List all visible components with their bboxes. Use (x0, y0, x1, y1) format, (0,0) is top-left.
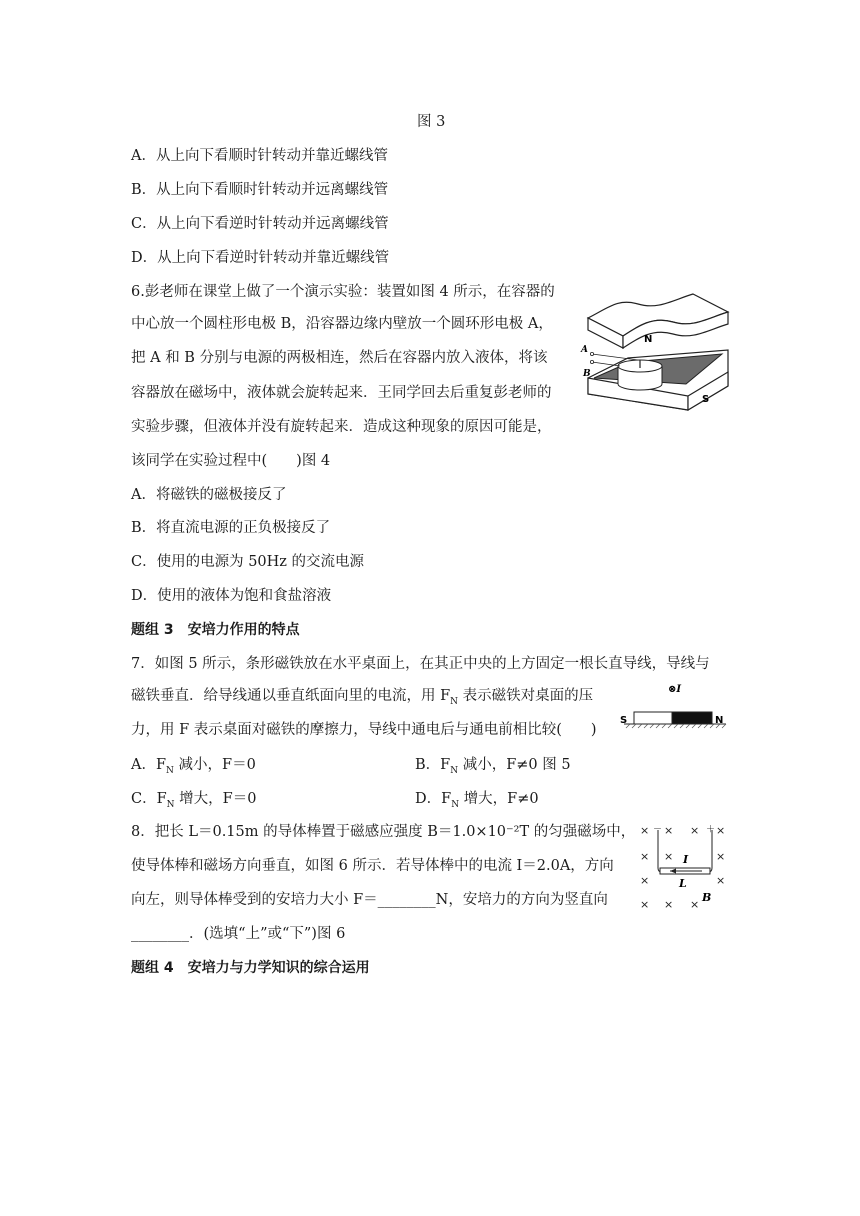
q6-stem-line: 该同学在实验过程中( )图 4 (131, 453, 331, 469)
q6-option-d: D．使用的液体为饱和食盐溶液 (131, 588, 332, 604)
field-cross-mark: × (716, 824, 726, 837)
q7-stem-line: 磁铁垂直．给导线通以垂直纸面向里的电流，用 $F_N$ 表示磁铁对桌面的压 (131, 688, 594, 707)
field-cross-mark: × (664, 824, 674, 837)
field-cross-mark: × (664, 898, 674, 911)
figure-6-label-l: L (679, 877, 687, 890)
figure-4-label-n: N (644, 334, 653, 345)
field-cross-mark: × (664, 850, 674, 863)
section-heading-group-4: 题组 4 安培力与力学知识的综合运用 (131, 960, 370, 976)
figure-5-bar-magnet (618, 680, 728, 732)
q7-stem-line: 7．如图 5 所示，条形磁铁放在水平桌面上，在其正中央的上方固定一根长直导线，导线与 (131, 656, 710, 672)
field-cross-mark: × (716, 874, 726, 887)
figure-4-label-b: B (583, 369, 591, 379)
q8-stem-line: 使导体棒和磁场方向垂直，如图 6 所示．若导体棒中的电流 I＝2.0A，方向 (131, 858, 614, 874)
figure-4-apparatus (578, 290, 732, 416)
q7-option-c: C．$F_N$ 增大，F＝0 (131, 791, 257, 810)
q8-stem-line: 8．把长 L＝0.15m 的导体棒置于磁感应强度 B＝1.0×10⁻²T 的匀强磁场中， (131, 824, 636, 840)
field-cross-mark: × (640, 874, 650, 887)
section-heading-group-3: 题组 3 安培力作用的特点 (131, 622, 300, 638)
q6-option-a: A．将磁铁的磁极接反了 (131, 487, 287, 503)
q8-stem-line: 向左，则导体棒受到的安培力大小 F＝________N，安培力的方向为竖直向 (131, 892, 608, 908)
figure-6-label-i: I (683, 853, 689, 866)
field-cross-mark: × (716, 850, 726, 863)
figure-4-label-s: S (702, 394, 710, 405)
q5-option-a: A．从上向下看顺时针转动并靠近螺线管 (131, 148, 388, 164)
q6-option-c: C．使用的电源为 50Hz 的交流电源 (131, 554, 365, 570)
q6-stem-line: 容器放在磁场中，液体就会旋转起来．王同学回去后重复彭老师的 (131, 385, 552, 401)
q7-option-d: D．$F_N$ 增大，F≠0 (415, 791, 539, 810)
figure-6-label-b: B (702, 891, 712, 904)
field-cross-mark: × (690, 898, 700, 911)
q7-stem-line: 力，用 F 表示桌面对磁铁的摩擦力，导线中通电后与通电前相比较( ) (131, 722, 597, 738)
q7-option-b: B．$F_N$ 减小，F≠0 图 5 (415, 757, 571, 776)
figure-5-current-label: ⊗I (668, 684, 682, 695)
q6-option-b: B．将直流电源的正负极接反了 (131, 520, 331, 536)
field-cross-mark: × (640, 824, 650, 837)
q5-option-d: D．从上向下看逆时针转动并靠近螺线管 (131, 250, 390, 266)
figure-4-label-a: A (581, 345, 588, 355)
field-cross-mark: × (640, 898, 650, 911)
q6-stem-line: 把 A 和 B 分别与电源的两极相连，然后在容器内放入液体，将该 (131, 350, 548, 366)
q5-option-c: C．从上向下看逆时针转动并远离螺线管 (131, 216, 389, 232)
q8-stem-line: ________．(选填“上”或“下”)图 6 (131, 926, 346, 942)
field-cross-mark: × (640, 850, 650, 863)
figure-5-label-s: S (620, 715, 628, 726)
terminal-minus-sign: － (653, 825, 663, 835)
figure-6-magnetic-field (636, 818, 732, 914)
q7-option-a: A．$F_N$ 减小，F＝0 (131, 757, 256, 776)
terminal-plus-sign: ＋ (706, 825, 716, 835)
field-cross-mark: × (690, 824, 700, 837)
q5-option-b: B．从上向下看顺时针转动并远离螺线管 (131, 182, 389, 198)
figure-3-caption: 图 3 (417, 114, 446, 130)
q6-stem-line: 6.彭老师在课堂上做了一个演示实验：装置如图 4 所示，在容器的 (131, 284, 555, 300)
figure-5-label-n: N (715, 715, 724, 726)
q6-stem-line: 实验步骤，但液体并没有旋转起来．造成这种现象的原因可能是， (131, 419, 552, 435)
q6-stem-line: 中心放一个圆柱形电极 B，沿容器边缘内壁放一个圆环形电极 A， (131, 316, 553, 332)
